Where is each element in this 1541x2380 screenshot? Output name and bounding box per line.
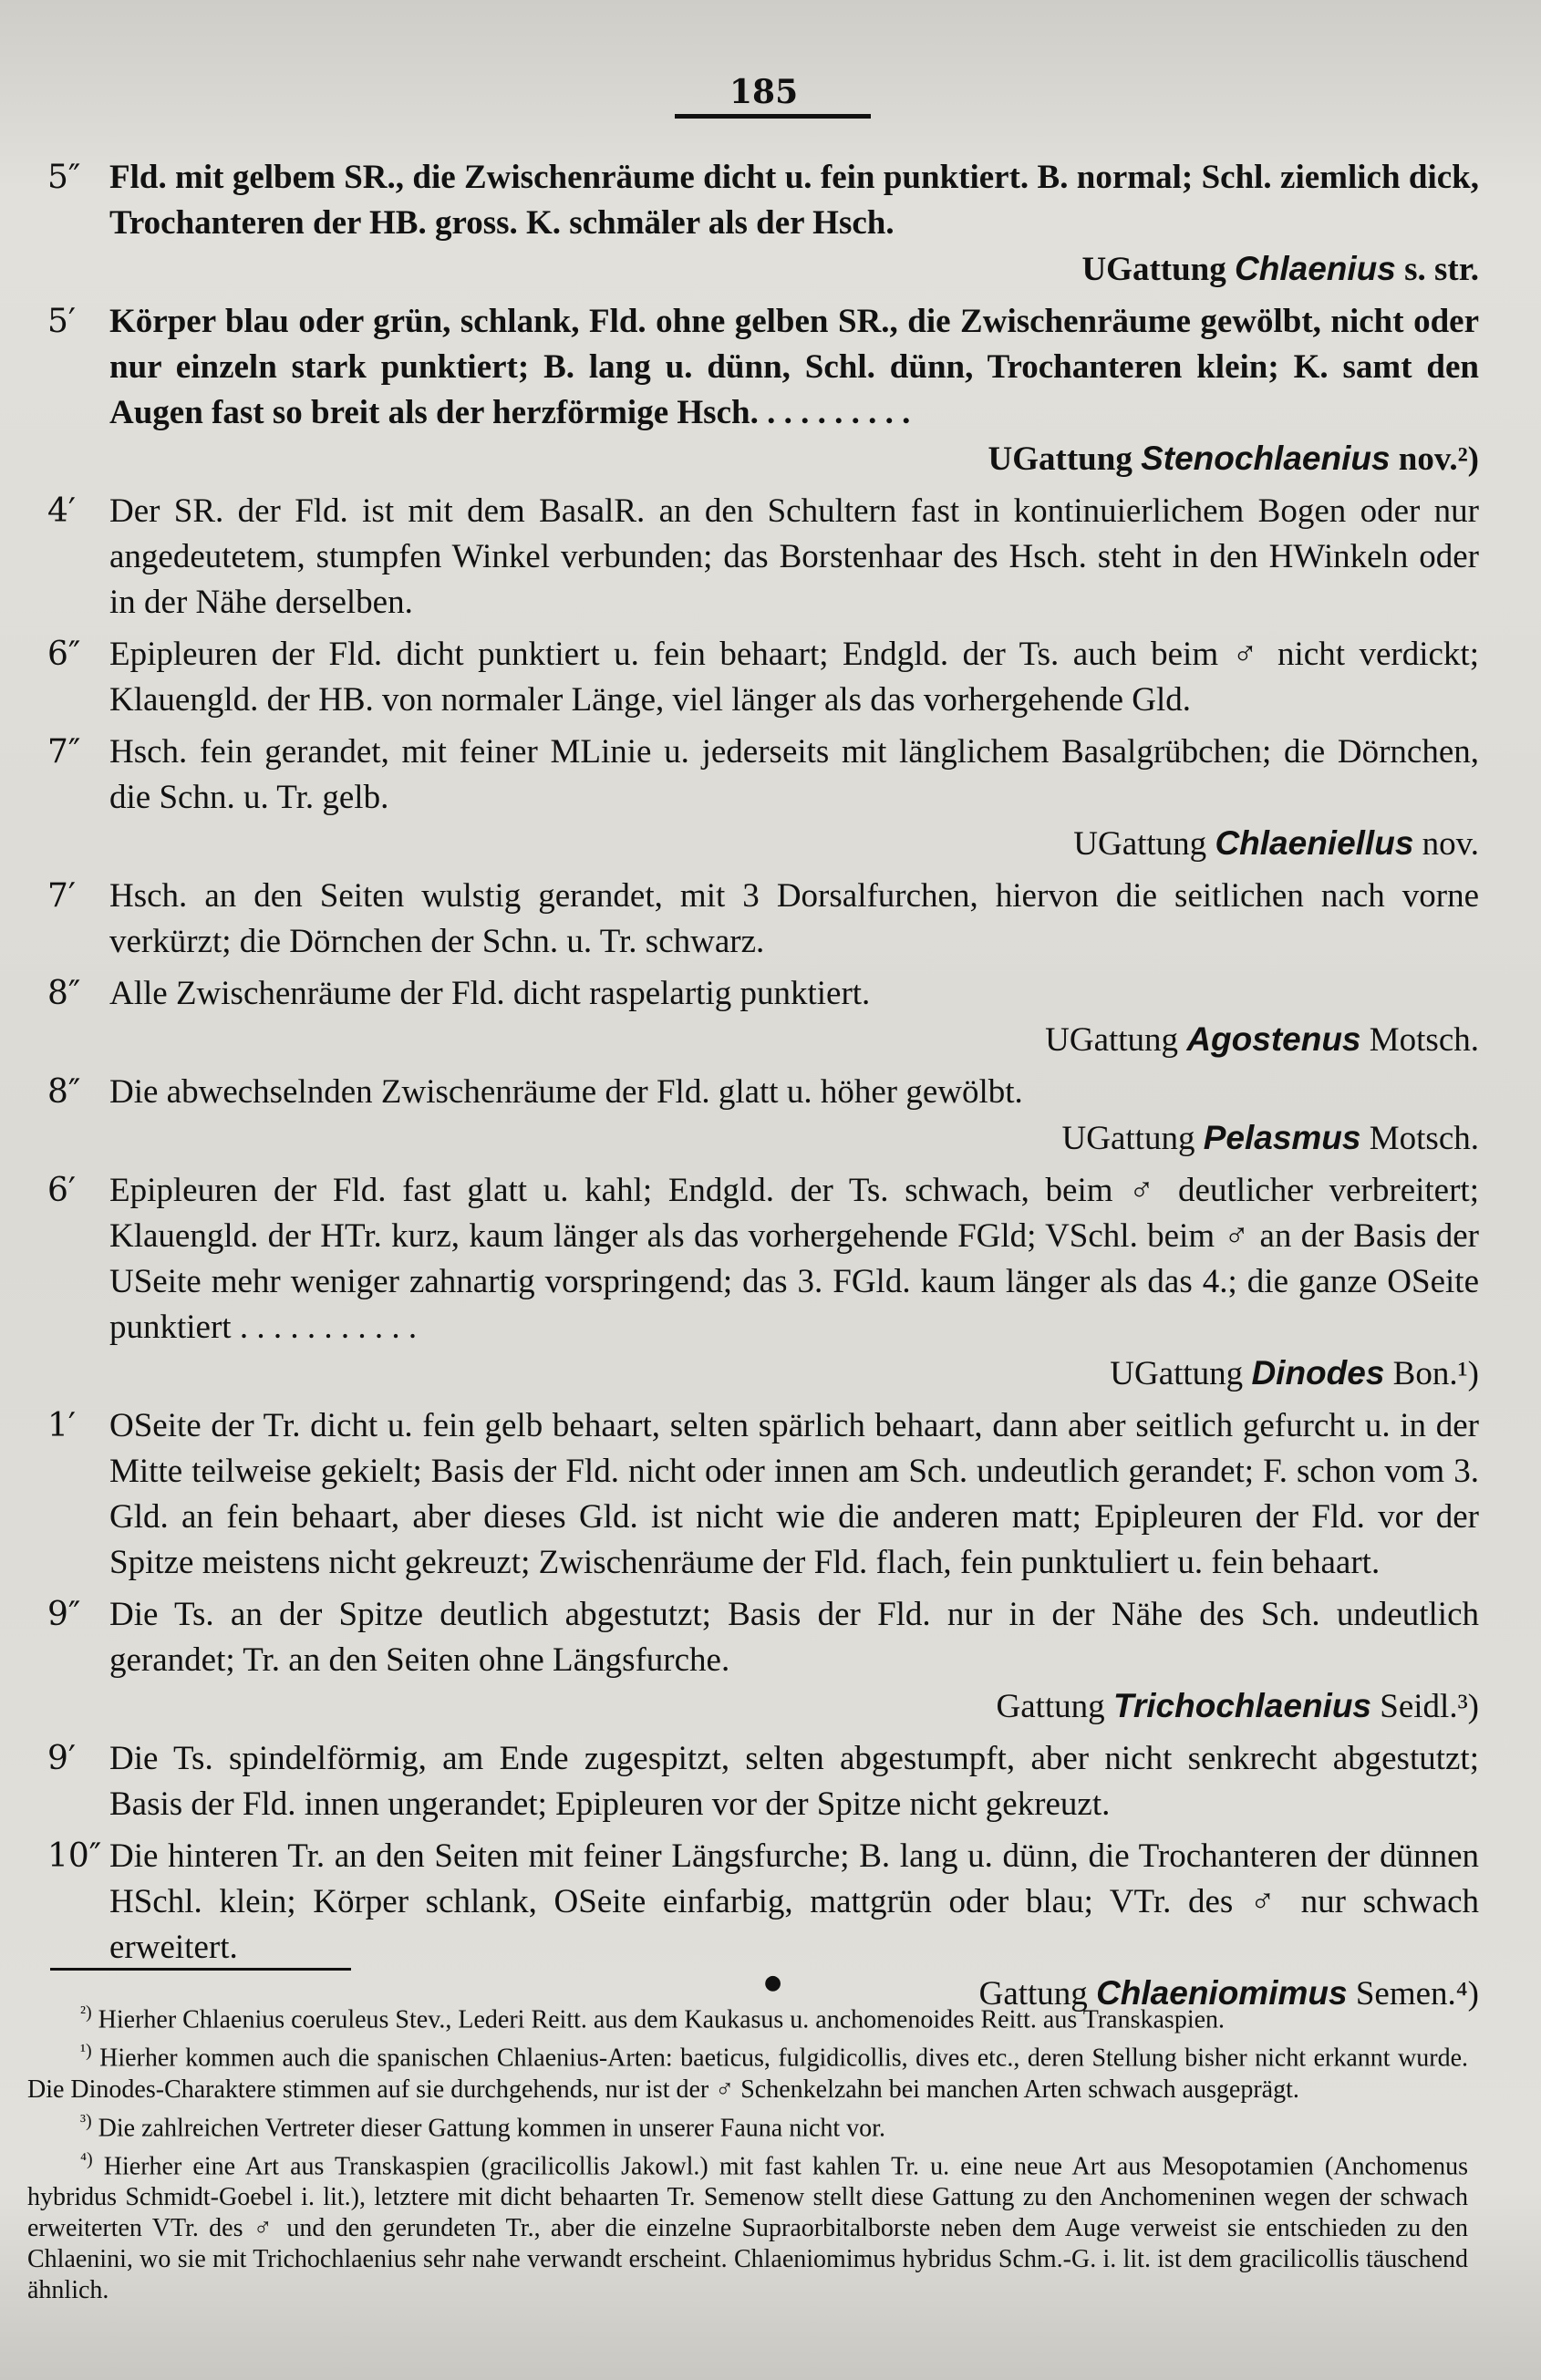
footnote-text: Hierher Chlaenius coeruleus Stev., Lederi Reitt. aus dem Kaukasus u. anchomenoides Reitt. aus Transkaspien. [98, 2005, 1226, 2034]
key-number: 10″ [47, 1837, 102, 1875]
footnote-text: Hierher eine Art aus Transkaspien (gracilicollis Jakowl.) mit fast kahlen Tr. u. eine neue Art aus Mesopotamien (Anchomenus hybridus Schmidt-Goebel i. lit.), letztere mit dicht behaarten Tr. Semenow stellt diese Gattung zu den Anchomeninen wegen der schwach erweiterten VTr. des ♂ und den gerundeten Tr., aber die einzelne Supraorbitalborste neben dem Auge verweist sie entschieden zu den Chlaenini, wo sie mit Trichochlaenius sehr nahe verwandt erscheint. Chlaeniomimus hybridus Schm.-G. i. lit. ist dem gracilicollis täuschend ähnlich. [27, 2152, 1469, 2305]
genus-name: Agostenus [1186, 1020, 1361, 1058]
key-entry [47, 874, 1479, 965]
bullet-mark: ● [764, 1971, 782, 1994]
key-text: Die hinteren Tr. an den Seiten mit feiner Längsfurche; B. lang u. dünn, die Trochanteren der dünnen HSchl. klein; Körper schlank, OSeite einfarbig, mattgrün oder blau; VTr. des ♂ nur schwach erweitert. [109, 1837, 1479, 1966]
result-rank: Gattung [978, 1975, 1088, 2013]
key-result [109, 1115, 1479, 1162]
genus-name: Chlaenius [1235, 250, 1396, 287]
key-number: 9′ [47, 1740, 77, 1777]
genus-author: Bon.¹) [1392, 1355, 1479, 1392]
key-entry [47, 1070, 1479, 1162]
key-number: 8″ [47, 1073, 81, 1111]
footnote-separator [50, 1968, 351, 1971]
genus-author: Motsch. [1369, 1021, 1479, 1059]
footnote [27, 2106, 1468, 2144]
result-rank: UGattung [988, 440, 1132, 478]
key-text: Die Ts. spindelförmig, am Ende zugespitzt, selten abgestumpft, aber nicht senkrecht abgestutzt; Basis der Fld. innen ungerandet; Epipleuren vor der Spitze nicht gekreuzt. [109, 1740, 1479, 1823]
footnote [27, 2144, 1468, 2306]
key-text: Die Ts. an der Spitze deutlich abgestutzt; Basis der Fld. nur in der Nähe des Sch. undeutlich gerandet; Tr. an den Seiten ohne Längsfurche. [109, 1596, 1479, 1679]
genus-author: nov.²) [1398, 440, 1479, 478]
result-rank: UGattung [1045, 1021, 1179, 1059]
key-number: 6″ [47, 636, 81, 673]
genus-author: Seidl.³) [1380, 1688, 1479, 1725]
key-text: Epipleuren der Fld. fast glatt u. kahl; Endgld. der Ts. schwach, beim ♂ deutlicher verbreitert; Klauengld. der HTr. kurz, kaum länger als das vorhergehende FGld; VSchl. beim ♂ an der Basis der USeite mehr weniger zahnartig vorspringend; das 3. FGld. kaum länger als das 4.; die ganze OSeite punktiert . . . . . . . . . . . [109, 1172, 1479, 1346]
key-number: 6′ [47, 1172, 77, 1209]
footnote-text: Hierher kommen auch die spanischen Chlaenius-Arten: baeticus, fulgidicollis, dives etc., deren Stellung bisher nicht erkannt wurde. Die Dinodes-Charaktere stimmen auf sie durchgehends, nur ist der ♂ Schenkelzahn bei manchen Arten schwach ausgeprägt. [27, 2044, 1468, 2104]
footnote [27, 1997, 1468, 2035]
genus-name: Dinodes [1251, 1354, 1385, 1392]
key-result [109, 1683, 1479, 1730]
key-result [109, 436, 1479, 482]
key-number: 5″ [47, 159, 81, 196]
genus-author: nov. [1422, 825, 1479, 863]
genus-name: Chlaeniomimus [1096, 1974, 1348, 2012]
key-text: Körper blau oder grün, schlank, Fld. ohne gelben SR., die Zwischenräume gewölbt, nicht oder nur einzeln stark punktiert; B. lang u. dünn, Schl. dünn, Trochanteren klein; K. samt den Augen fast so breit als der herzförmige Hsch. . . . . . . . . . [109, 303, 1479, 431]
key-number: 7′ [47, 877, 77, 915]
genus-author: Semen.⁴) [1355, 1975, 1479, 2013]
key-text: Fld. mit gelbem SR., die Zwischenräume dicht u. fein punktiert. B. normal; Schl. ziemlich dick, Trochanteren der HB. gross. K. schmäler als der Hsch. [109, 159, 1479, 242]
key-entry [47, 489, 1479, 626]
result-rank: UGattung [1081, 251, 1226, 288]
key-number: 1′ [47, 1407, 77, 1444]
result-rank: UGattung [1110, 1355, 1244, 1392]
key-number: 9″ [47, 1596, 81, 1633]
genus-name: Stenochlaenius [1141, 440, 1391, 477]
result-rank: UGattung [1073, 825, 1207, 863]
identification-key [47, 155, 1479, 2023]
key-entry [47, 1403, 1479, 1586]
key-entry [47, 730, 1479, 867]
page-number: 185 [729, 73, 799, 111]
key-text: Alle Zwischenräume der Fld. dicht raspelartig punktiert. [109, 975, 871, 1012]
key-entry [47, 155, 1479, 293]
key-number: 8″ [47, 975, 81, 1012]
key-entry [47, 299, 1479, 482]
footnote-mark: ¹) [80, 2041, 92, 2062]
genus-name: Trichochlaenius [1112, 1687, 1372, 1724]
page-number-rule [675, 114, 871, 119]
key-text: Die abwechselnden Zwischenräume der Fld. glatt u. höher gewölbt. [109, 1073, 1023, 1111]
key-entry [47, 1592, 1479, 1730]
key-text: Hsch. fein gerandet, mit feiner MLinie u. jederseits mit länglichem Basalgrübchen; die Dörnchen, die Schn. u. Tr. gelb. [109, 733, 1479, 816]
genus-author: s. str. [1404, 251, 1479, 288]
key-entry [47, 1168, 1479, 1397]
key-result [109, 821, 1479, 867]
key-number: 5′ [47, 303, 77, 340]
footnote-text: Die zahlreichen Vertreter dieser Gattung kommen in unserer Fauna nicht vor. [98, 2113, 885, 2142]
footnotes [27, 1997, 1468, 2306]
key-number: 7″ [47, 733, 81, 771]
footnote-mark: ³) [80, 2110, 92, 2131]
key-entry [47, 1834, 1479, 2017]
footnote-mark: ²) [80, 2002, 92, 2023]
footnote-mark: ⁴) [80, 2148, 93, 2169]
key-text: Epipleuren der Fld. dicht punktiert u. fein behaart; Endgld. der Ts. auch beim ♂ nicht verdickt; Klauengld. der HB. von normaler Länge, viel länger als das vorhergehende Gld. [109, 636, 1479, 719]
key-text: Der SR. der Fld. ist mit dem BasalR. an den Schultern fast in kontinuierlichem Bogen oder nur angedeutetem, stumpfen Winkel verbunden; das Borstenhaar des Hsch. steht in den HWinkeln oder in der Nähe derselben. [109, 492, 1479, 621]
result-rank: Gattung [996, 1688, 1105, 1725]
key-result [109, 1350, 1479, 1397]
key-entry [47, 1736, 1479, 1827]
footnote [27, 2035, 1468, 2105]
key-result [109, 1017, 1479, 1063]
key-result [109, 246, 1479, 293]
key-text: Hsch. an den Seiten wulstig gerandet, mit 3 Dorsalfurchen, hiervon die seitlichen nach vorne verkürzt; die Dörnchen der Schn. u. Tr. schwarz. [109, 877, 1479, 960]
key-entry [47, 632, 1479, 723]
genus-author: Motsch. [1369, 1120, 1479, 1157]
key-entry [47, 971, 1479, 1063]
key-number: 4′ [47, 492, 77, 530]
genus-name: Chlaeniellus [1215, 824, 1414, 862]
key-text: OSeite der Tr. dicht u. fein gelb behaart, selten spärlich behaart, dann aber seitlich gefurcht u. in der Mitte teilweise gekielt; Basis der Fld. nicht oder innen am Sch. undeutlich gerandet; F. schon vom 3. Gld. an fein behaart, aber dieses Gld. ist nicht wie die anderen matt; Epipleuren der Fld. vor der Spitze meistens nicht gekreuzt; Zwischenräume der Fld. flach, fein punktuliert u. fein behaart. [109, 1407, 1479, 1581]
result-rank: UGattung [1061, 1120, 1195, 1157]
genus-name: Pelasmus [1203, 1119, 1361, 1156]
